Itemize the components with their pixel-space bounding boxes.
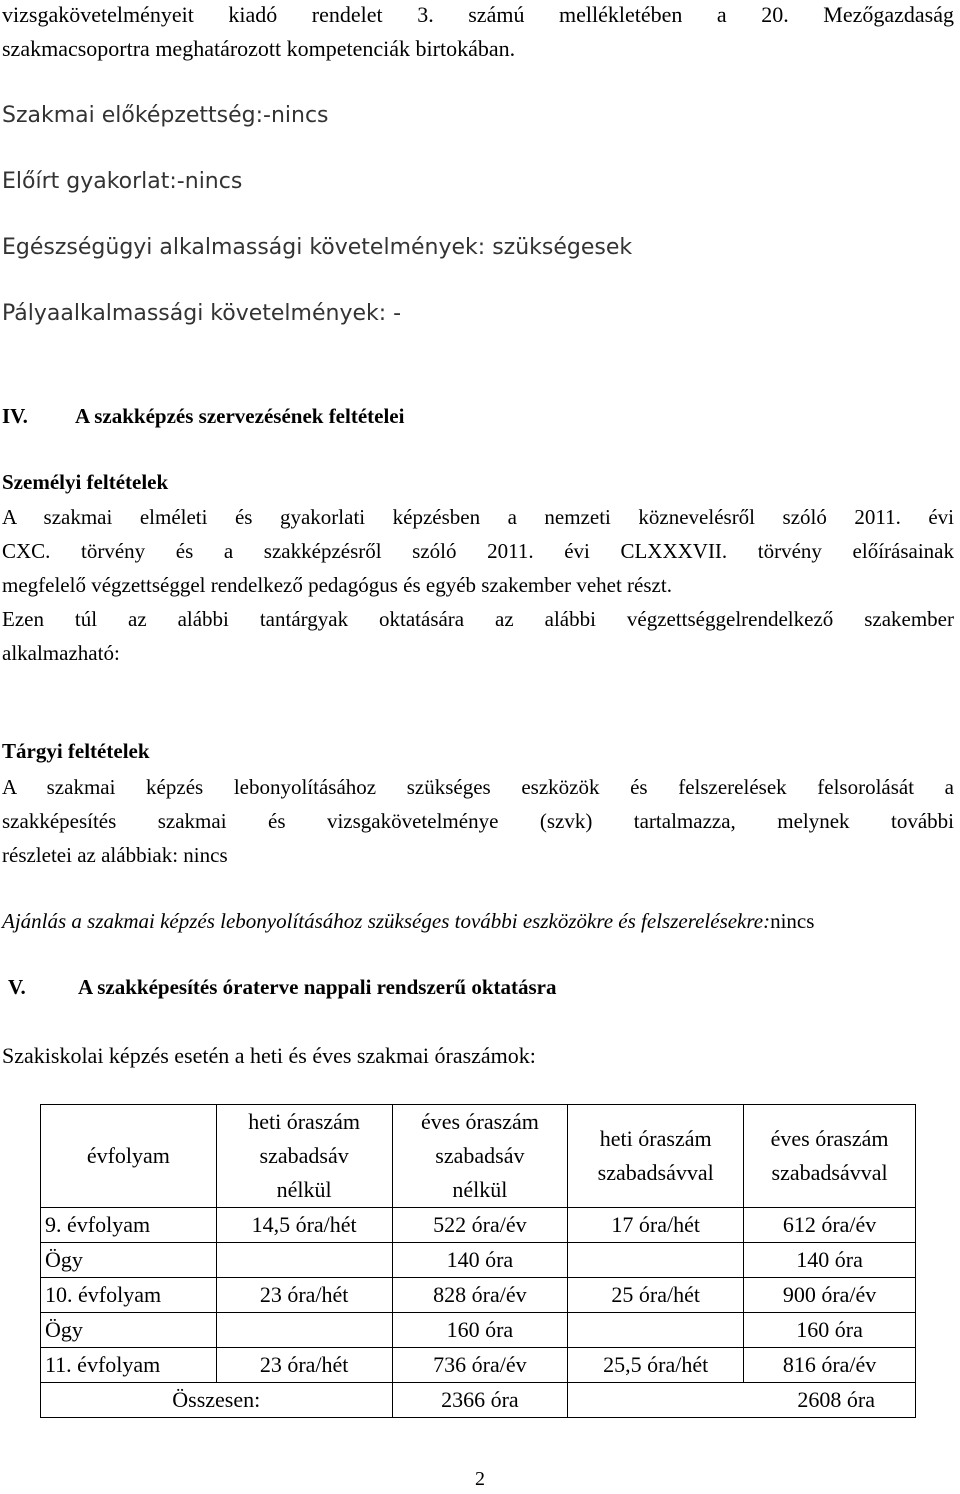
table-row: [41, 1313, 916, 1348]
page-number: 2: [475, 1468, 485, 1490]
table-cell: Ögy: [41, 1243, 217, 1278]
table-cell: [216, 1313, 392, 1348]
personal-conditions-line: A szakmai elméleti és gyakorlati képzésben a nemzeti köznevelésről szóló 2011. évi: [2, 505, 954, 529]
table-cell: 25,5 óra/hét: [568, 1348, 744, 1383]
section-4-title: A szakképzés szervezésének feltételei: [75, 404, 405, 428]
header-grade: évfolyam: [41, 1105, 217, 1208]
table-cell: 23 óra/hét: [216, 1348, 392, 1383]
recommendation-value: nincs: [770, 909, 815, 933]
personal-conditions-heading: Személyi feltételek: [2, 470, 169, 494]
requirement-practice: Előírt gyakorlat:-nincs: [2, 169, 243, 194]
header-weekly-with: heti óraszám szabadsávval: [568, 1105, 744, 1208]
table-cell: 17 óra/hét: [568, 1208, 744, 1243]
intro-line-2: szakmacsoportra meghatározott kompetenciák birtokában.: [2, 36, 516, 61]
table-cell: 140 óra: [392, 1243, 568, 1278]
table-cell: 828 óra/év: [392, 1278, 568, 1313]
header-yearly-without: éves óraszám szabadsáv nélkül: [392, 1105, 568, 1208]
header-weekly-without: heti óraszám szabadsáv nélkül: [216, 1105, 392, 1208]
recommendation-label: Ajánlás a szakmai képzés lebonyolításához szükséges további eszközökre és felszerelésekre:: [2, 909, 771, 933]
table-cell: [216, 1243, 392, 1278]
requirement-prior-education: Szakmai előképzettség:-nincs: [2, 103, 329, 128]
total-label: Összesen:: [41, 1383, 393, 1418]
table-cell: 10. évfolyam: [41, 1278, 217, 1313]
table-cell: 900 óra/év: [744, 1278, 916, 1313]
table-cell: Ögy: [41, 1313, 217, 1348]
requirement-health: Egészségügyi alkalmassági követelmények: szükségesek: [2, 235, 633, 260]
table-cell: [568, 1313, 744, 1348]
table-row: [41, 1348, 916, 1383]
intro-line-1: vizsgakövetelményeit kiadó rendelet 3. számú mellékletében a 20. Mezőgazdaság: [2, 2, 954, 27]
section-4-number: IV.: [2, 404, 28, 428]
table-row: [41, 1243, 916, 1278]
header-yearly-with: éves óraszám szabadsávval: [744, 1105, 916, 1208]
table-cell: 736 óra/év: [392, 1348, 568, 1383]
table-cell: 522 óra/év: [392, 1208, 568, 1243]
material-conditions-line: szakképesítés szakmai és vizsgakövetelménye (szvk) tartalmazza, melynek további: [2, 809, 954, 833]
total-with: 2608 óra: [568, 1383, 916, 1418]
recommendation-line: [2, 909, 814, 934]
table-header-row: [41, 1105, 916, 1208]
table-cell: 612 óra/év: [744, 1208, 916, 1243]
table-cell: 160 óra: [744, 1313, 916, 1348]
requirement-career: Pályaalkalmassági követelmények: -: [2, 301, 402, 326]
hours-table: [40, 1104, 916, 1418]
material-conditions-heading: Tárgyi feltételek: [2, 739, 150, 763]
table-cell: [568, 1243, 744, 1278]
table-row: [41, 1278, 916, 1313]
section-5-title: A szakképesítés óraterve nappali rendszerű oktatásra: [78, 975, 557, 999]
table-cell: 23 óra/hét: [216, 1278, 392, 1313]
personal-conditions-line: CXC. törvény és a szakképzésről szóló 2011. évi CLXXXVII. törvény előírásainak: [2, 539, 954, 563]
material-conditions-line: A szakmai képzés lebonyolításához szükséges eszközök és felszerelések felsorolását a: [2, 775, 954, 799]
total-without: 2366 óra: [392, 1383, 568, 1418]
table-cell: 25 óra/hét: [568, 1278, 744, 1313]
table-row: [41, 1208, 916, 1243]
section-5-subtitle: Szakiskolai képzés esetén a heti és éves szakmai óraszámok:: [2, 1043, 536, 1068]
personal-conditions-line: megfelelő végzettséggel rendelkező pedagógus és egyéb szakember vehet részt.: [2, 573, 672, 597]
table-cell: 14,5 óra/hét: [216, 1208, 392, 1243]
table-cell: 140 óra: [744, 1243, 916, 1278]
table-cell: 11. évfolyam: [41, 1348, 217, 1383]
table-total-row: [41, 1383, 916, 1418]
section-5-number: V.: [8, 975, 26, 999]
material-conditions-line: részletei az alábbiak: nincs: [2, 843, 228, 867]
table-cell: 160 óra: [392, 1313, 568, 1348]
personal-conditions-line: alkalmazható:: [2, 641, 120, 665]
personal-conditions-line: Ezen túl az alábbi tantárgyak oktatására az alábbi végzettséggelrendelkező szakember: [2, 607, 954, 631]
table-cell: 9. évfolyam: [41, 1208, 217, 1243]
table-cell: 816 óra/év: [744, 1348, 916, 1383]
